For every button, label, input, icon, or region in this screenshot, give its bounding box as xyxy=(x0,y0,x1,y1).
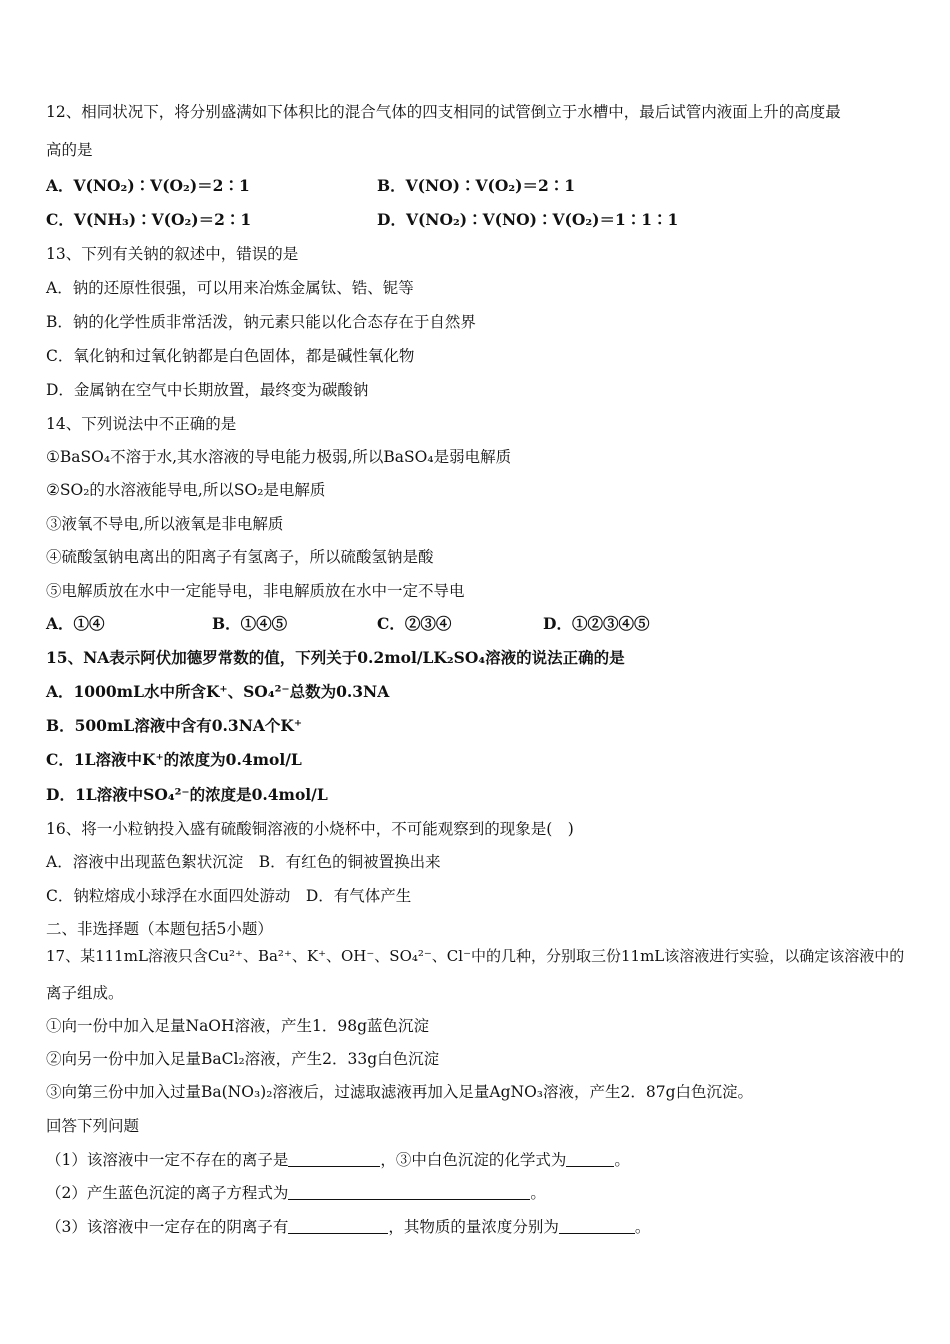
q17-stem-line1: 17、某111mL溶液只含Cu²⁺、Ba²⁺、K⁺、OH⁻、SO₄²⁻、Cl⁻中的几种，分别取三份11mL该溶液进行实验，以确定该溶液中的 xyxy=(46,947,905,965)
answer-blank-anions[interactable] xyxy=(288,1217,388,1234)
q14-statement-5: ⑤电解质放在水中一定能导电，非电解质放在水中一定不导电 xyxy=(46,582,465,600)
q13-option-c: C．氧化钠和过氧化钠都是白色固体，都是碱性氧化物 xyxy=(46,347,415,365)
answer-blank-ionic-equation[interactable] xyxy=(288,1183,530,1200)
answer-blank-concentrations[interactable] xyxy=(559,1217,635,1234)
q12-stem-line1: 12、相同状况下，将分别盛满如下体积比的混合气体的四支相同的试管倒立于水槽中，最后试管内液面上升的高度最 xyxy=(46,103,841,121)
q14-option-c: C．②③④ xyxy=(377,614,452,633)
q17-experiment-1: ①向一份中加入足量NaOH溶液，产生1．98g蓝色沉淀 xyxy=(46,1017,430,1035)
q12-option-c: C．V(NH₃)∶V(O₂)＝2∶1 xyxy=(46,210,252,229)
q12-option-a: A．V(NO₂)∶V(O₂)＝2∶1 xyxy=(46,176,250,195)
q17-part-1 xyxy=(46,1150,630,1170)
q16-options-cd: C．钠粒熔成小球浮在水面四处游动 D．有气体产生 xyxy=(46,887,412,905)
q13-option-a: A．钠的还原性很强，可以用来冶炼金属钛、锆、铌等 xyxy=(46,279,414,297)
q17-part-3-text-a: （3）该溶液中一定存在的阴离子有 xyxy=(46,1218,289,1236)
q13-stem: 13、下列有关钠的叙述中，错误的是 xyxy=(46,245,299,263)
answer-blank-precipitate-formula[interactable] xyxy=(566,1150,614,1167)
q17-answer-intro: 回答下列问题 xyxy=(46,1117,140,1135)
q17-experiment-2: ②向另一份中加入足量BaCl₂溶液，产生2．33g白色沉淀 xyxy=(46,1050,440,1068)
q17-part-2-text-b: 。 xyxy=(530,1184,546,1202)
q17-part-3-text-b: ，其物质的量浓度分别为 xyxy=(388,1218,559,1236)
q15-option-d: D．1L溶液中SO₄²⁻的浓度是0.4mol/L xyxy=(46,785,328,804)
q16-options-ab: A．溶液中出现蓝色絮状沉淀 B．有红色的铜被置换出来 xyxy=(46,853,441,871)
q14-option-d: D．①②③④⑤ xyxy=(543,614,650,633)
q17-part-3-text-c: 。 xyxy=(634,1218,651,1236)
answer-blank-absent-ions[interactable] xyxy=(288,1150,380,1167)
q13-option-d: D．金属钠在空气中长期放置，最终变为碳酸钠 xyxy=(46,381,369,399)
q14-stem: 14、下列说法中不正确的是 xyxy=(46,415,237,433)
q17-part-1-text-a: （1）该溶液中一定不存在的离子是 xyxy=(46,1151,289,1169)
q13-option-b: B．钠的化学性质非常活泼，钠元素只能以化合态存在于自然界 xyxy=(46,313,476,331)
q14-statement-3: ③液氧不导电,所以液氧是非电解质 xyxy=(46,515,284,533)
q17-part-2-text-a: （2）产生蓝色沉淀的离子方程式为 xyxy=(46,1184,289,1202)
q14-statement-2: ②SO₂的水溶液能导电,所以SO₂是电解质 xyxy=(46,481,326,499)
q17-stem-line2: 离子组成。 xyxy=(46,984,124,1002)
q17-part-1-text-c: 。 xyxy=(614,1151,630,1169)
q12-option-b: B．V(NO)∶V(O₂)＝2∶1 xyxy=(377,176,576,195)
q15-stem: 15、NA表示阿伏加德罗常数的值，下列关于0.2mol/LK₂SO₄溶液的说法正确的是 xyxy=(46,648,625,667)
q17-experiment-3: ③向第三份中加入过量Ba(NO₃)₂溶液后，过滤取滤液再加入足量AgNO₃溶液，产生2．87g白色沉淀。 xyxy=(46,1083,754,1101)
q14-option-b: B．①④⑤ xyxy=(212,614,288,633)
q12-stem-line2: 高的是 xyxy=(46,141,93,159)
q14-statement-1: ①BaSO₄不溶于水,其水溶液的导电能力极弱,所以BaSO₄是弱电解质 xyxy=(46,448,512,466)
q16-stem: 16、将一小粒钠投入盛有硫酸铜溶液的小烧杯中，不可能观察到的现象是( ) xyxy=(46,820,574,838)
q14-statement-4: ④硫酸氢钠电离出的阳离子有氢离子，所以硫酸氢钠是酸 xyxy=(46,548,434,566)
q15-option-b: B．500mL溶液中含有0.3NA个K⁺ xyxy=(46,716,303,735)
q17-part-3 xyxy=(46,1217,650,1237)
q15-option-a: A．1000mL水中所含K⁺、SO₄²⁻总数为0.3NA xyxy=(46,682,390,701)
q12-option-d: D．V(NO₂)∶V(NO)∶V(O₂)＝1∶1∶1 xyxy=(377,210,679,229)
q17-part-2 xyxy=(46,1183,546,1203)
q14-option-a: A．①④ xyxy=(46,614,105,633)
q17-part-1-text-b: ，③中白色沉淀的化学式为 xyxy=(380,1151,567,1169)
section-heading: 二、非选择题（本题包括5小题） xyxy=(46,920,273,938)
q15-option-c: C．1L溶液中K⁺的浓度为0.4mol/L xyxy=(46,750,302,769)
